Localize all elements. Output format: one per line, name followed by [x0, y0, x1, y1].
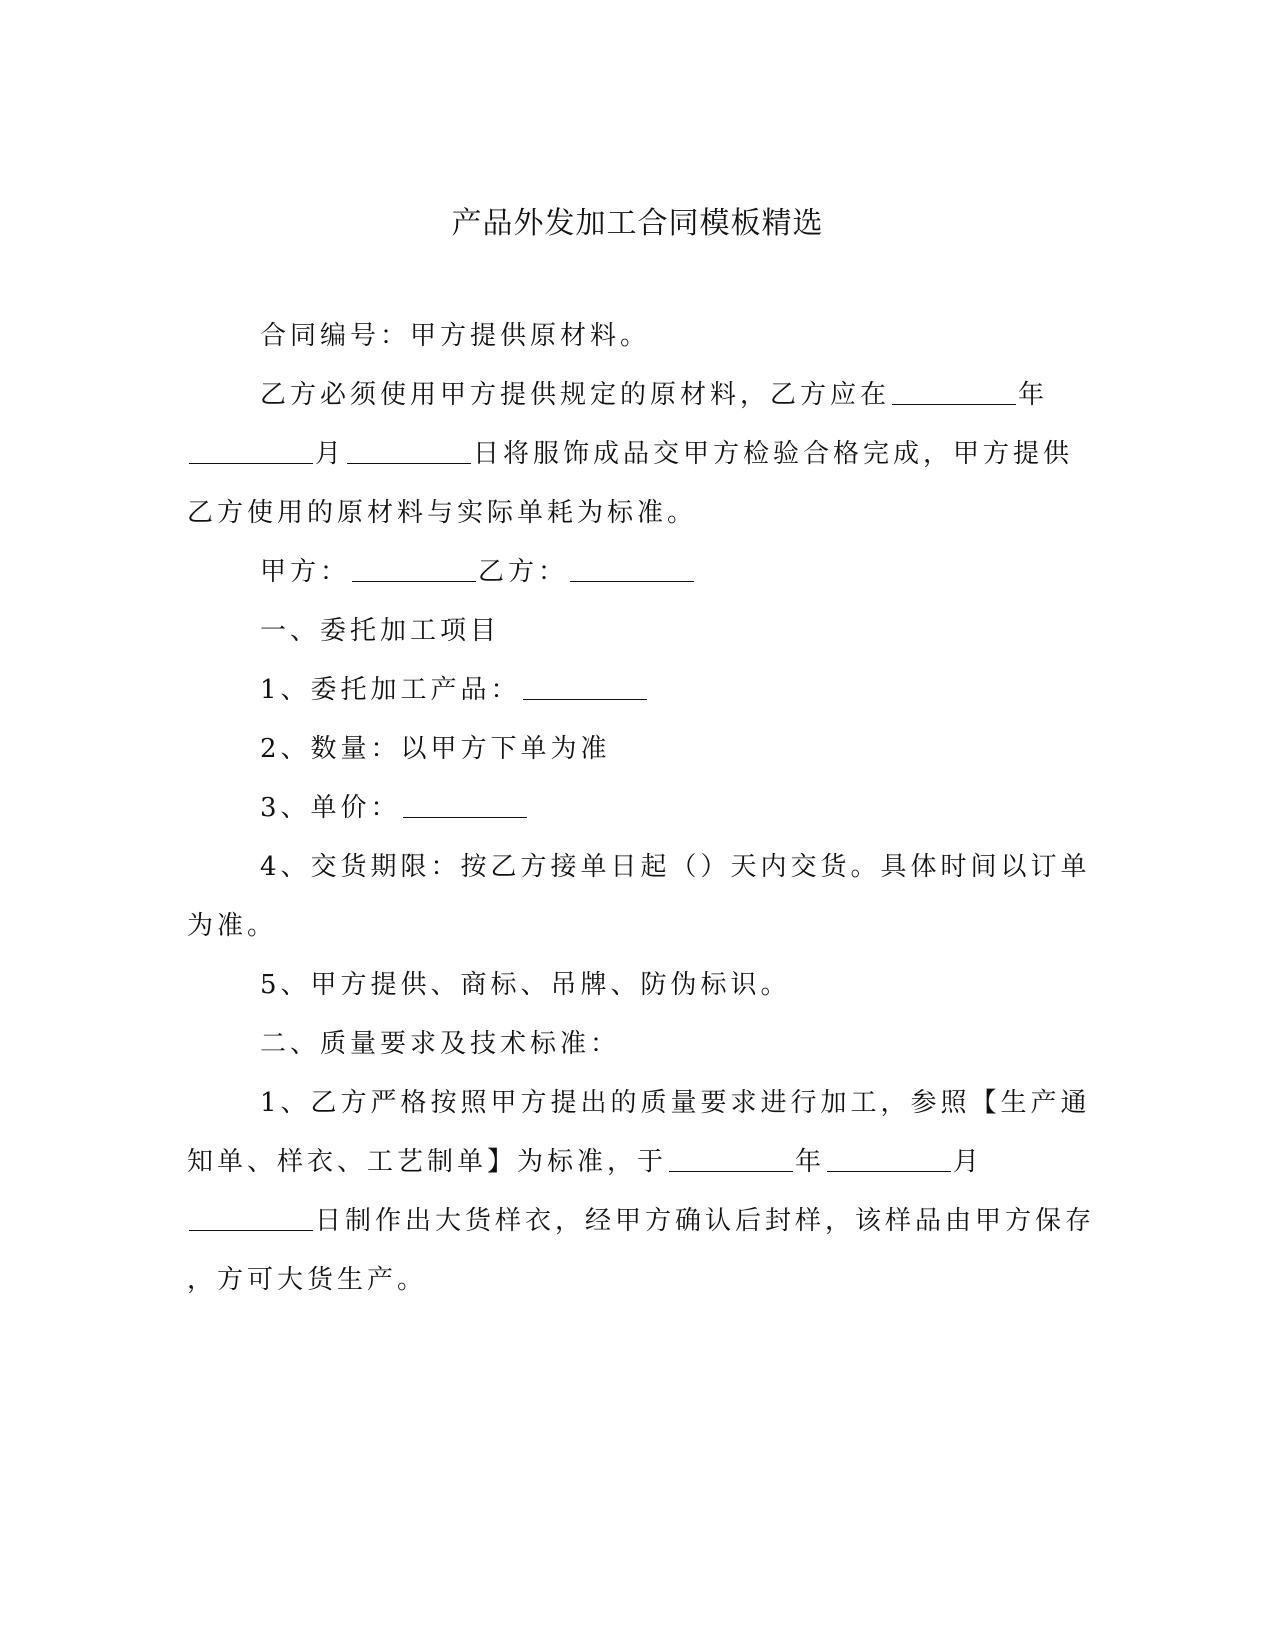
quality-1-text-c: 日制作出大货样衣，经甲方确认后封样，该样品由甲方保存: [315, 1206, 1096, 1236]
contract-number-text: 合同编号：甲方提供原材料。: [260, 321, 651, 351]
quality-1-line-1: [260, 1083, 1091, 1123]
item-3-text: 3、单价：: [260, 793, 401, 823]
document-title: 产品外发加工合同模板精选: [451, 206, 824, 241]
paragraph-1-month-label: 月: [315, 439, 346, 469]
quality-1-month-label: 月: [953, 1147, 984, 1177]
section-1-heading-text: 一、委托加工项目: [260, 616, 501, 646]
section-1-heading: [260, 611, 500, 651]
paragraph-1-line-1: [260, 375, 1048, 415]
month-blank: [189, 435, 313, 464]
item-1-line: [260, 670, 649, 710]
paragraph-1-text-b: 年: [1018, 380, 1049, 410]
paragraph-1-line-2: [187, 434, 1073, 474]
paragraph-1-text-d: 乙方使用的原材料与实际单耗为标准。: [187, 498, 698, 528]
paragraph-1-text-c: 日将服饰成品交甲方检验合格完成，甲方提供: [473, 439, 1074, 469]
party-b-blank: [570, 553, 694, 582]
year-blank: [892, 376, 1016, 405]
item-4-line-1: [260, 847, 1091, 887]
quality-1-line-4: [187, 1260, 427, 1300]
paragraph-1-text-a: 乙方必须使用甲方提供规定的原材料，乙方应在: [260, 380, 891, 410]
item-4-line-2: [187, 906, 277, 946]
paragraph-1-line-3: [187, 493, 697, 533]
section-2-heading-text: 二、质量要求及技术标准：: [260, 1029, 621, 1059]
item-4-text-b: 为准。: [187, 911, 278, 941]
item-2-line: [260, 729, 611, 769]
unit-price-blank: [403, 789, 527, 818]
item-5-line: [260, 965, 791, 1005]
party-b-label: 乙方：: [478, 557, 569, 587]
item-5-text: 5、甲方提供、商标、吊牌、防伪标识。: [260, 970, 791, 1000]
sample-year-blank: [669, 1143, 793, 1172]
sample-day-blank: [189, 1202, 313, 1231]
sample-month-blank: [827, 1143, 951, 1172]
party-a-label: 甲方：: [260, 557, 351, 587]
parties-line: [260, 552, 696, 592]
quality-1-text-b: 知单、样衣、工艺制单】为标准，于: [187, 1147, 668, 1177]
quality-1-line-2: [187, 1142, 983, 1182]
item-1-text: 1、委托加工产品：: [260, 675, 521, 705]
quality-1-year-label: 年: [795, 1147, 826, 1177]
section-2-heading: [260, 1024, 620, 1064]
party-a-blank: [352, 553, 476, 582]
item-3-line: [260, 788, 529, 828]
item-4-text-a: 4、交货期限：按乙方接单日起（）天内交货。具体时间以订单: [260, 852, 1091, 882]
product-blank: [523, 671, 647, 700]
item-2-text: 2、数量：以甲方下单为准: [260, 734, 611, 764]
quality-1-text-d: ，方可大货生产。: [187, 1265, 428, 1295]
quality-1-line-3: [187, 1201, 1095, 1241]
quality-1-text-a: 1、乙方严格按照甲方提出的质量要求进行加工，参照【生产通: [260, 1088, 1091, 1118]
day-blank: [347, 435, 471, 464]
contract-number-line: [260, 316, 650, 356]
